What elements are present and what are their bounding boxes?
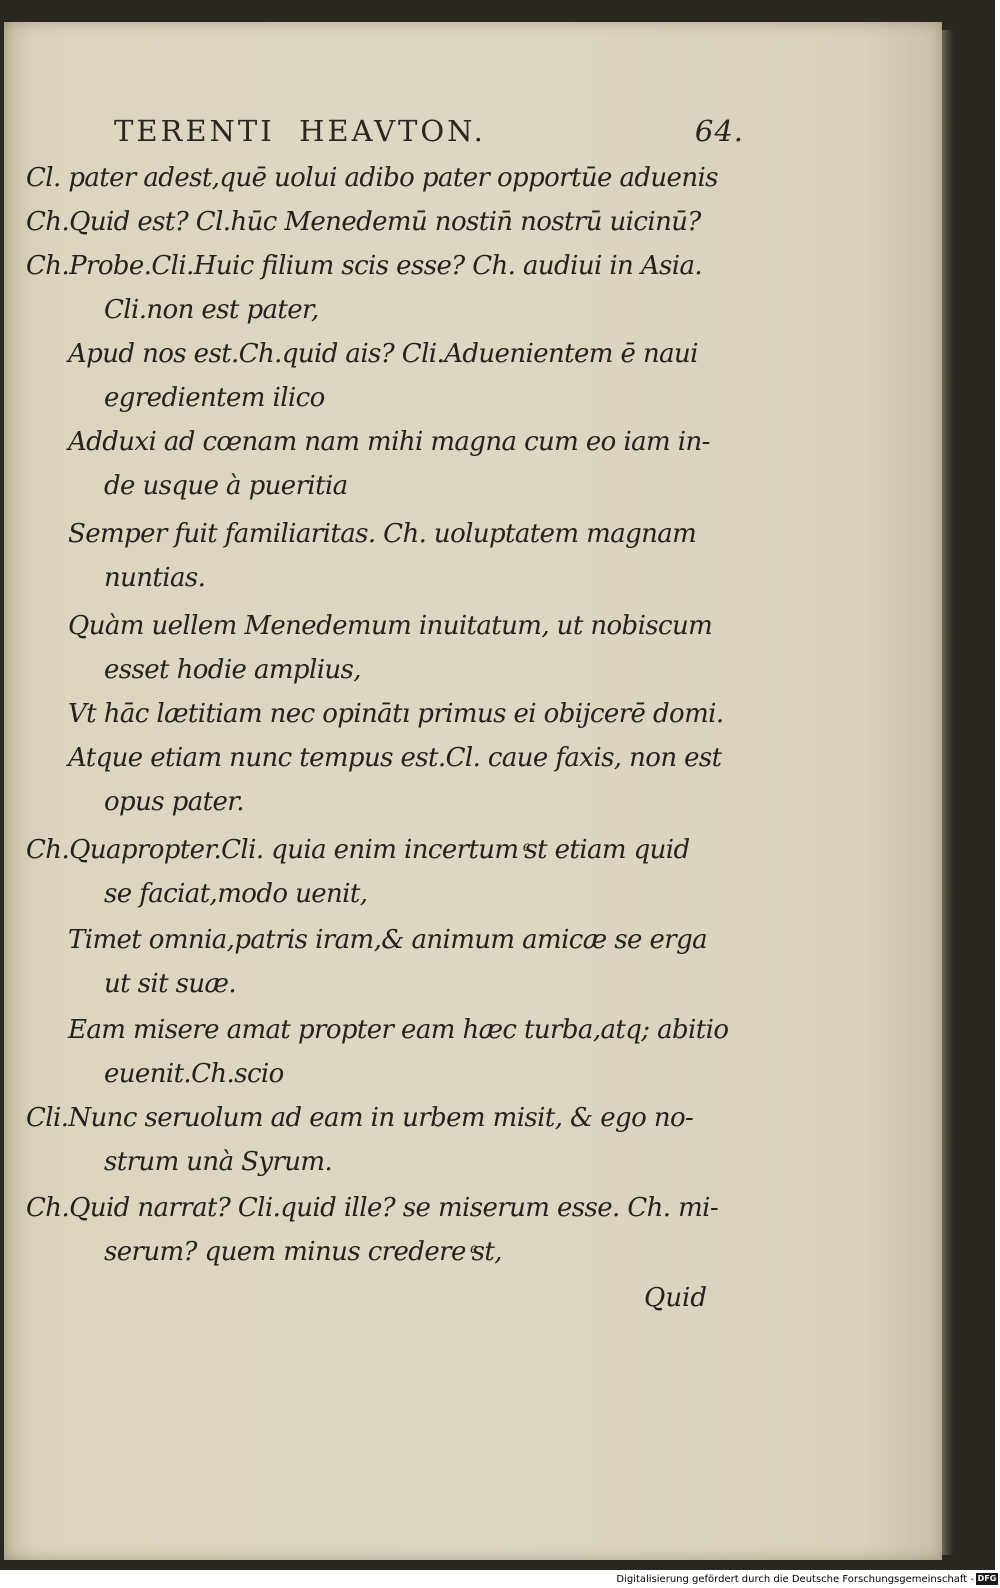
- verse-line: Cl. pater adest,quē uolui adibo pater opportūe aduenis: [26, 163, 718, 193]
- running-title: TERENTI HEAVTON.: [114, 114, 486, 148]
- verse-line: Ch.Probe.Cli.Huic filium scis esse? Ch. audiui in Asia.: [26, 251, 703, 281]
- verse-line: opus pater.: [104, 787, 244, 817]
- book-page: [4, 22, 942, 1560]
- catchword: Quid: [644, 1283, 708, 1313]
- verse-line: Timet omnia,patris iram,& animum amicæ se erga: [68, 925, 708, 955]
- verse-line: egredientem ilico: [104, 383, 325, 413]
- verse-line: strum unà Syrum.: [104, 1147, 333, 1177]
- folio-number: 64.: [694, 114, 744, 148]
- verse-line: Quàm uellem Menedemum inuitatum, ut nobiscum: [68, 611, 713, 641]
- verse-line: Ch.Quid narrat? Cli.quid ille? se miserum esse. Ch. mi-: [26, 1193, 719, 1223]
- verse-line: Vt hāc lætitiam nec opinātı primus ei obijcerē domi.: [68, 699, 724, 729]
- verse-line: Eam misere amat propter eam hæc turba,atq; abitio: [68, 1015, 729, 1045]
- verse-line: ut sit suæ.: [104, 969, 237, 999]
- verse-line: Adduxi ad cœnam nam mihi magna cum eo iam in-: [68, 427, 710, 457]
- verse-line: de usque à pueritia: [104, 471, 348, 501]
- dfg-logo: DFG: [977, 1574, 997, 1583]
- verse-line: Ch.Quid est? Cl.hūc Menedemū nostin̄ nostrū uicinū?: [26, 207, 701, 237]
- verse-line: euenit.Ch.scio: [104, 1059, 284, 1089]
- funding-note: Digitalisierung gefördert durch die Deutsche Forschungsgemeinschaft -: [616, 1574, 974, 1585]
- verse-line: Cli.Nunc seruolum ad eam in urbem misit, & ego no-: [26, 1103, 694, 1133]
- verse-line: Semper fuit familiaritas. Ch. uoluptatem magnam: [68, 519, 697, 549]
- verse-line: Cli.non est pater,: [104, 295, 319, 325]
- verse-line: Ch.Quapropter.Cli. quia enim incertum ͤst etiam quid: [26, 835, 690, 865]
- verse-line: se faciat,modo uenit,: [104, 879, 368, 909]
- verse-line: esset hodie amplius,: [104, 655, 361, 685]
- verse-line: Apud nos est.Ch.quid ais? Cli.Aduenientem ē naui: [68, 339, 698, 369]
- verse-line: serum? quem minus credere ͤst,: [104, 1237, 502, 1267]
- verse-line: nuntias.: [104, 563, 206, 593]
- running-head: [114, 114, 744, 164]
- verse-line: Atque etiam nunc tempus est.Cl. caue faxis, non est: [68, 743, 722, 773]
